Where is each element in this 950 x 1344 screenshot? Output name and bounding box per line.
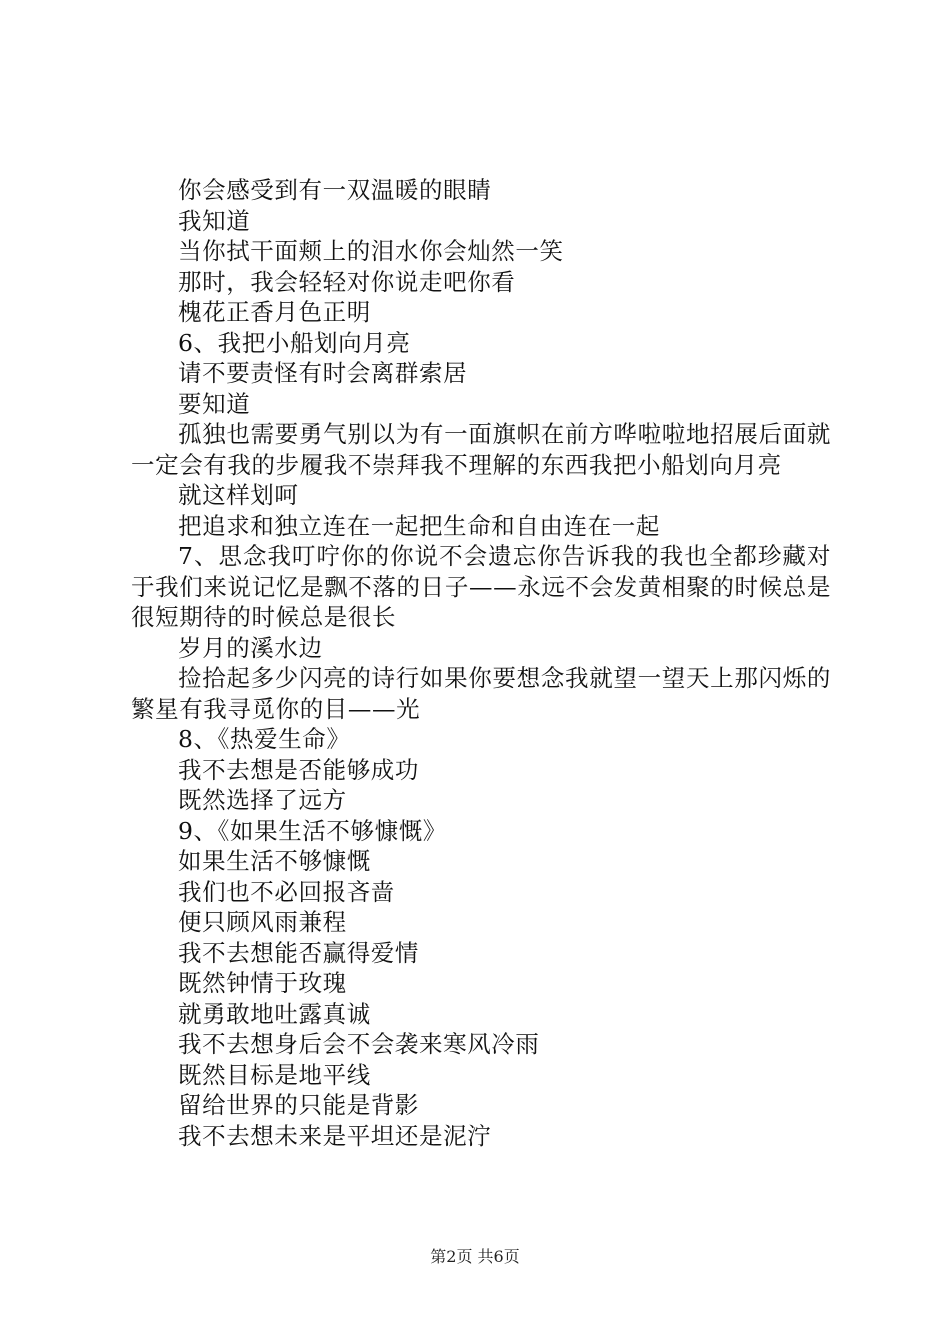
document-body (131, 175, 831, 1151)
text-line: 就勇敢地吐露真诚 (178, 999, 371, 1028)
text-line: 岁月的溪水边 (178, 633, 323, 662)
text-line: 当你拭干面颊上的泪水你会灿然一笑 (178, 237, 564, 265)
text-line: 我不去想是否能够成功 (178, 755, 419, 784)
text-line: 请不要责怪有时会离群索居 (178, 359, 468, 387)
text-line: 那时，我会轻轻对你说走吧你看 (178, 267, 516, 296)
text-line: 我不去想未来是平坦还是泥泞 (178, 1121, 492, 1150)
section-heading: 8、《热爱生命》 (178, 725, 351, 753)
text-line: 我们也不必回报吝啬 (178, 877, 395, 906)
text-line: 要知道 (178, 389, 251, 418)
text-line: 我知道 (178, 206, 251, 235)
text-line: 既然目标是地平线 (178, 1060, 371, 1089)
text-line: 就这样划呵 (178, 481, 299, 509)
text-line: 把追求和独立连在一起把生命和自由连在一起 (178, 511, 660, 540)
text-line: 槐花正香月色正明 (178, 298, 371, 326)
section-heading: 6、我把小船划向月亮 (178, 328, 411, 357)
text-paragraph: 捡拾起多少闪亮的诗行如果你要想念我就望一望天上那闪烁的繁星有我寻觅你的目——光 (131, 664, 831, 723)
text-paragraph: 7、思念我叮咛你的你说不会遗忘你告诉我的我也全都珍藏对于我们来说记忆是飘不落的日子——永远不会发黄相聚的时候总是很短期待的时候总是很长 (131, 542, 831, 631)
text-paragraph: 孤独也需要勇气别以为有一面旗帜在前方哗啦啦地招展后面就一定会有我的步履我不崇拜我不理解的东西我把小船划向月亮 (131, 420, 831, 479)
text-line: 你会感受到有一双温暖的眼睛 (178, 176, 492, 204)
text-line: 我不去想能否赢得爱情 (178, 938, 419, 967)
page-footer: 第2页 共6页 (430, 1247, 520, 1266)
section-heading: 9、《如果生活不够慷慨》 (178, 816, 447, 845)
text-line: 留给世界的只能是背影 (178, 1091, 419, 1119)
text-line: 既然选择了远方 (178, 786, 347, 814)
text-line: 便只顾风雨兼程 (178, 908, 347, 936)
text-line: 如果生活不够慷慨 (178, 847, 371, 875)
text-line: 既然钟情于玫瑰 (178, 969, 347, 997)
text-line: 我不去想身后会不会袭来寒风冷雨 (178, 1030, 540, 1058)
